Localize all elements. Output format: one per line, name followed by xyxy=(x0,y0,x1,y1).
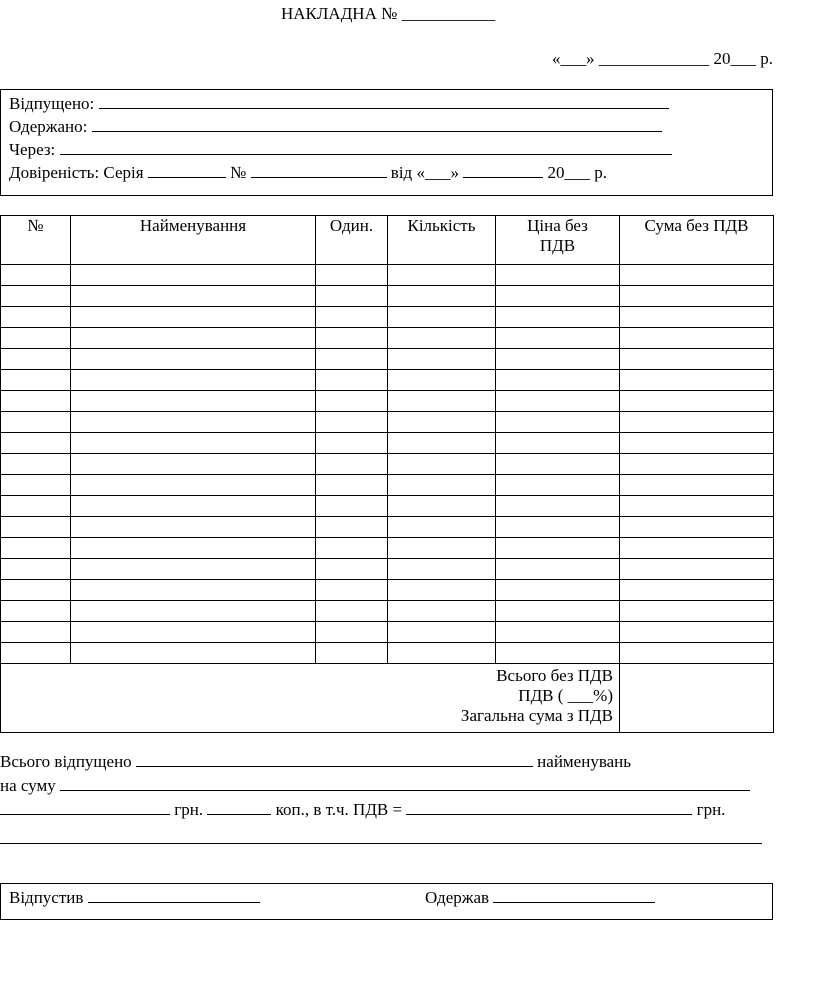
table-cell[interactable] xyxy=(71,370,316,391)
total-released-row xyxy=(0,752,631,772)
col-header-quantity: Кількість xyxy=(388,216,496,265)
table-body xyxy=(1,265,774,664)
table-cell[interactable] xyxy=(1,559,71,580)
vat-amount-field[interactable] xyxy=(406,800,692,815)
received-label: Одержано: xyxy=(9,117,88,136)
received-by-row xyxy=(425,888,655,908)
table-cell[interactable] xyxy=(71,601,316,622)
table-cell[interactable] xyxy=(1,538,71,559)
table-cell[interactable] xyxy=(620,475,774,496)
table-cell[interactable] xyxy=(388,349,496,370)
table-cell[interactable] xyxy=(496,643,620,664)
table-header-row xyxy=(1,216,774,265)
table-cell[interactable] xyxy=(71,643,316,664)
table-cell[interactable] xyxy=(388,370,496,391)
proxy-number-field[interactable] xyxy=(251,163,387,178)
table-cell[interactable] xyxy=(316,643,388,664)
table-cell[interactable] xyxy=(496,622,620,643)
proxy-series-field[interactable] xyxy=(148,163,226,178)
table-cell[interactable] xyxy=(388,601,496,622)
table-cell[interactable] xyxy=(620,307,774,328)
totals-labels xyxy=(1,664,620,733)
proxy-from-label: від «___» xyxy=(390,163,459,182)
table-cell[interactable] xyxy=(316,496,388,517)
table-cell[interactable] xyxy=(620,643,774,664)
table-cell[interactable] xyxy=(620,538,774,559)
table-cell[interactable] xyxy=(316,475,388,496)
table-cell[interactable] xyxy=(316,328,388,349)
proxy-row xyxy=(9,163,607,183)
amount-row xyxy=(0,800,725,820)
table-cell[interactable] xyxy=(71,307,316,328)
sum-row xyxy=(0,776,750,796)
table-cell[interactable] xyxy=(388,622,496,643)
vat-label: ПДВ ( ___%) xyxy=(518,686,613,705)
kop-vat-label: коп., в т.ч. ПДВ = xyxy=(275,800,403,819)
col-header-sum: Сума без ПДВ xyxy=(620,216,774,265)
table-cell[interactable] xyxy=(620,286,774,307)
table-row xyxy=(1,622,774,643)
table-cell[interactable] xyxy=(316,307,388,328)
table-cell[interactable] xyxy=(496,391,620,412)
table-cell[interactable] xyxy=(388,391,496,412)
items-word: найменувань xyxy=(537,752,632,771)
table-cell[interactable] xyxy=(620,580,774,601)
sum-words-field[interactable] xyxy=(60,776,750,791)
table-cell[interactable] xyxy=(316,601,388,622)
table-cell[interactable] xyxy=(388,328,496,349)
table-row xyxy=(1,433,774,454)
received-field[interactable] xyxy=(92,117,662,132)
table-row xyxy=(1,580,774,601)
total-released-field[interactable] xyxy=(136,752,533,767)
released-field[interactable] xyxy=(99,94,669,109)
table-cell[interactable] xyxy=(496,454,620,475)
table-cell[interactable] xyxy=(71,349,316,370)
table-cell[interactable] xyxy=(620,559,774,580)
table-cell[interactable] xyxy=(620,454,774,475)
table-row xyxy=(1,328,774,349)
table-cell[interactable] xyxy=(316,349,388,370)
table-cell[interactable] xyxy=(71,475,316,496)
released-by-label: Відпустив xyxy=(9,888,84,907)
table-row xyxy=(1,265,774,286)
table-cell[interactable] xyxy=(496,475,620,496)
table-cell[interactable] xyxy=(388,454,496,475)
table-cell[interactable] xyxy=(1,643,71,664)
table-cell[interactable] xyxy=(71,517,316,538)
table-cell[interactable] xyxy=(316,412,388,433)
totals-row xyxy=(1,664,774,733)
proxy-number-label: № xyxy=(230,163,247,182)
table-cell[interactable] xyxy=(316,559,388,580)
amount-kop-field[interactable] xyxy=(207,800,271,815)
table-cell[interactable] xyxy=(71,496,316,517)
table-cell[interactable] xyxy=(1,475,71,496)
table-cell[interactable] xyxy=(316,370,388,391)
table-cell[interactable] xyxy=(71,559,316,580)
table-cell[interactable] xyxy=(496,559,620,580)
table-cell[interactable] xyxy=(620,370,774,391)
table-cell[interactable] xyxy=(388,475,496,496)
via-field[interactable] xyxy=(60,140,672,155)
table-cell[interactable] xyxy=(316,433,388,454)
table-row xyxy=(1,538,774,559)
table-row xyxy=(1,517,774,538)
table-cell[interactable] xyxy=(620,601,774,622)
proxy-date-field[interactable] xyxy=(463,163,543,178)
table-cell[interactable] xyxy=(620,328,774,349)
table-cell[interactable] xyxy=(388,307,496,328)
table-cell[interactable] xyxy=(1,370,71,391)
table-row xyxy=(1,307,774,328)
table-cell[interactable] xyxy=(496,349,620,370)
table-cell[interactable] xyxy=(620,265,774,286)
table-cell[interactable] xyxy=(620,412,774,433)
table-cell[interactable] xyxy=(496,538,620,559)
released-label: Відпущено: xyxy=(9,94,95,113)
received-by-signature-field[interactable] xyxy=(493,888,655,903)
table-cell[interactable] xyxy=(1,433,71,454)
col-header-unit: Один. xyxy=(316,216,388,265)
table-row xyxy=(1,601,774,622)
amount-uah-field[interactable] xyxy=(0,800,170,815)
table-cell[interactable] xyxy=(388,643,496,664)
received-by-label: Одержав xyxy=(425,888,490,907)
table-cell[interactable] xyxy=(71,286,316,307)
released-by-signature-field[interactable] xyxy=(88,888,260,903)
table-cell[interactable] xyxy=(1,286,71,307)
table-cell[interactable] xyxy=(1,622,71,643)
table-cell[interactable] xyxy=(496,601,620,622)
table-cell[interactable] xyxy=(620,433,774,454)
table-row xyxy=(1,370,774,391)
table-cell[interactable] xyxy=(1,391,71,412)
table-cell[interactable] xyxy=(388,517,496,538)
table-cell[interactable] xyxy=(1,328,71,349)
table-cell[interactable] xyxy=(496,517,620,538)
table-cell[interactable] xyxy=(71,391,316,412)
table-cell[interactable] xyxy=(1,601,71,622)
table-row xyxy=(1,412,774,433)
table-row xyxy=(1,475,774,496)
received-row xyxy=(9,117,662,137)
table-cell[interactable] xyxy=(496,307,620,328)
table-cell[interactable] xyxy=(496,433,620,454)
uah-label: грн. xyxy=(174,800,204,819)
table-row xyxy=(1,286,774,307)
table-cell[interactable] xyxy=(388,412,496,433)
total-released-label: Всього відпущено xyxy=(0,752,132,771)
table-cell[interactable] xyxy=(496,580,620,601)
col-header-price-text: Ціна без ПДВ xyxy=(527,216,588,255)
table-cell[interactable] xyxy=(388,265,496,286)
table-cell[interactable] xyxy=(388,538,496,559)
released-row xyxy=(9,94,669,114)
total-no-vat-label: Всього без ПДВ xyxy=(496,666,613,685)
table-cell[interactable] xyxy=(620,622,774,643)
table-row xyxy=(1,454,774,475)
table-cell[interactable] xyxy=(388,286,496,307)
table-cell[interactable] xyxy=(1,580,71,601)
document-title: НАКЛАДНА № ___________ xyxy=(281,4,496,23)
table-cell[interactable] xyxy=(71,454,316,475)
table-cell[interactable] xyxy=(388,559,496,580)
table-cell[interactable] xyxy=(1,517,71,538)
table-cell[interactable] xyxy=(620,496,774,517)
col-header-name: Найменування xyxy=(71,216,316,265)
table-cell[interactable] xyxy=(1,496,71,517)
col-header-price xyxy=(496,216,620,265)
col-header-number: № xyxy=(1,216,71,265)
table-cell[interactable] xyxy=(388,496,496,517)
table-cell[interactable] xyxy=(1,454,71,475)
table-cell[interactable] xyxy=(71,412,316,433)
table-cell[interactable] xyxy=(496,412,620,433)
table-cell[interactable] xyxy=(620,391,774,412)
table-cell[interactable] xyxy=(496,370,620,391)
table-cell[interactable] xyxy=(1,265,71,286)
extra-line[interactable] xyxy=(0,843,762,844)
table-cell[interactable] xyxy=(316,622,388,643)
table-cell[interactable] xyxy=(620,349,774,370)
for-sum-label: на суму xyxy=(0,776,56,795)
proxy-label: Довіреність: Серія xyxy=(9,163,144,182)
table-cell[interactable] xyxy=(388,580,496,601)
table-cell[interactable] xyxy=(1,349,71,370)
totals-value-cell[interactable] xyxy=(620,664,774,733)
items-table xyxy=(0,215,774,733)
proxy-year-label: 20___ р. xyxy=(547,163,607,182)
table-cell[interactable] xyxy=(1,307,71,328)
released-by-row xyxy=(9,888,260,908)
table-cell[interactable] xyxy=(496,328,620,349)
table-cell[interactable] xyxy=(316,538,388,559)
table-row xyxy=(1,349,774,370)
table-cell[interactable] xyxy=(388,433,496,454)
table-cell[interactable] xyxy=(496,286,620,307)
table-cell[interactable] xyxy=(71,328,316,349)
table-cell[interactable] xyxy=(71,265,316,286)
table-cell[interactable] xyxy=(316,580,388,601)
table-cell[interactable] xyxy=(71,538,316,559)
table-row xyxy=(1,391,774,412)
table-cell[interactable] xyxy=(71,433,316,454)
table-cell[interactable] xyxy=(1,412,71,433)
via-row xyxy=(9,140,672,160)
table-cell[interactable] xyxy=(71,580,316,601)
uah-end-label: грн. xyxy=(696,800,726,819)
table-row xyxy=(1,643,774,664)
table-cell[interactable] xyxy=(316,517,388,538)
via-label: Через: xyxy=(9,140,56,159)
table-cell[interactable] xyxy=(496,265,620,286)
table-cell[interactable] xyxy=(496,496,620,517)
table-cell[interactable] xyxy=(620,517,774,538)
table-cell[interactable] xyxy=(316,391,388,412)
table-row xyxy=(1,559,774,580)
total-with-vat-label: Загальна сума з ПДВ xyxy=(460,706,613,725)
document-date: «___» _____________ 20___ р. xyxy=(552,49,773,68)
table-cell[interactable] xyxy=(316,265,388,286)
table-cell[interactable] xyxy=(316,454,388,475)
table-cell[interactable] xyxy=(316,286,388,307)
table-cell[interactable] xyxy=(71,622,316,643)
table-row xyxy=(1,496,774,517)
